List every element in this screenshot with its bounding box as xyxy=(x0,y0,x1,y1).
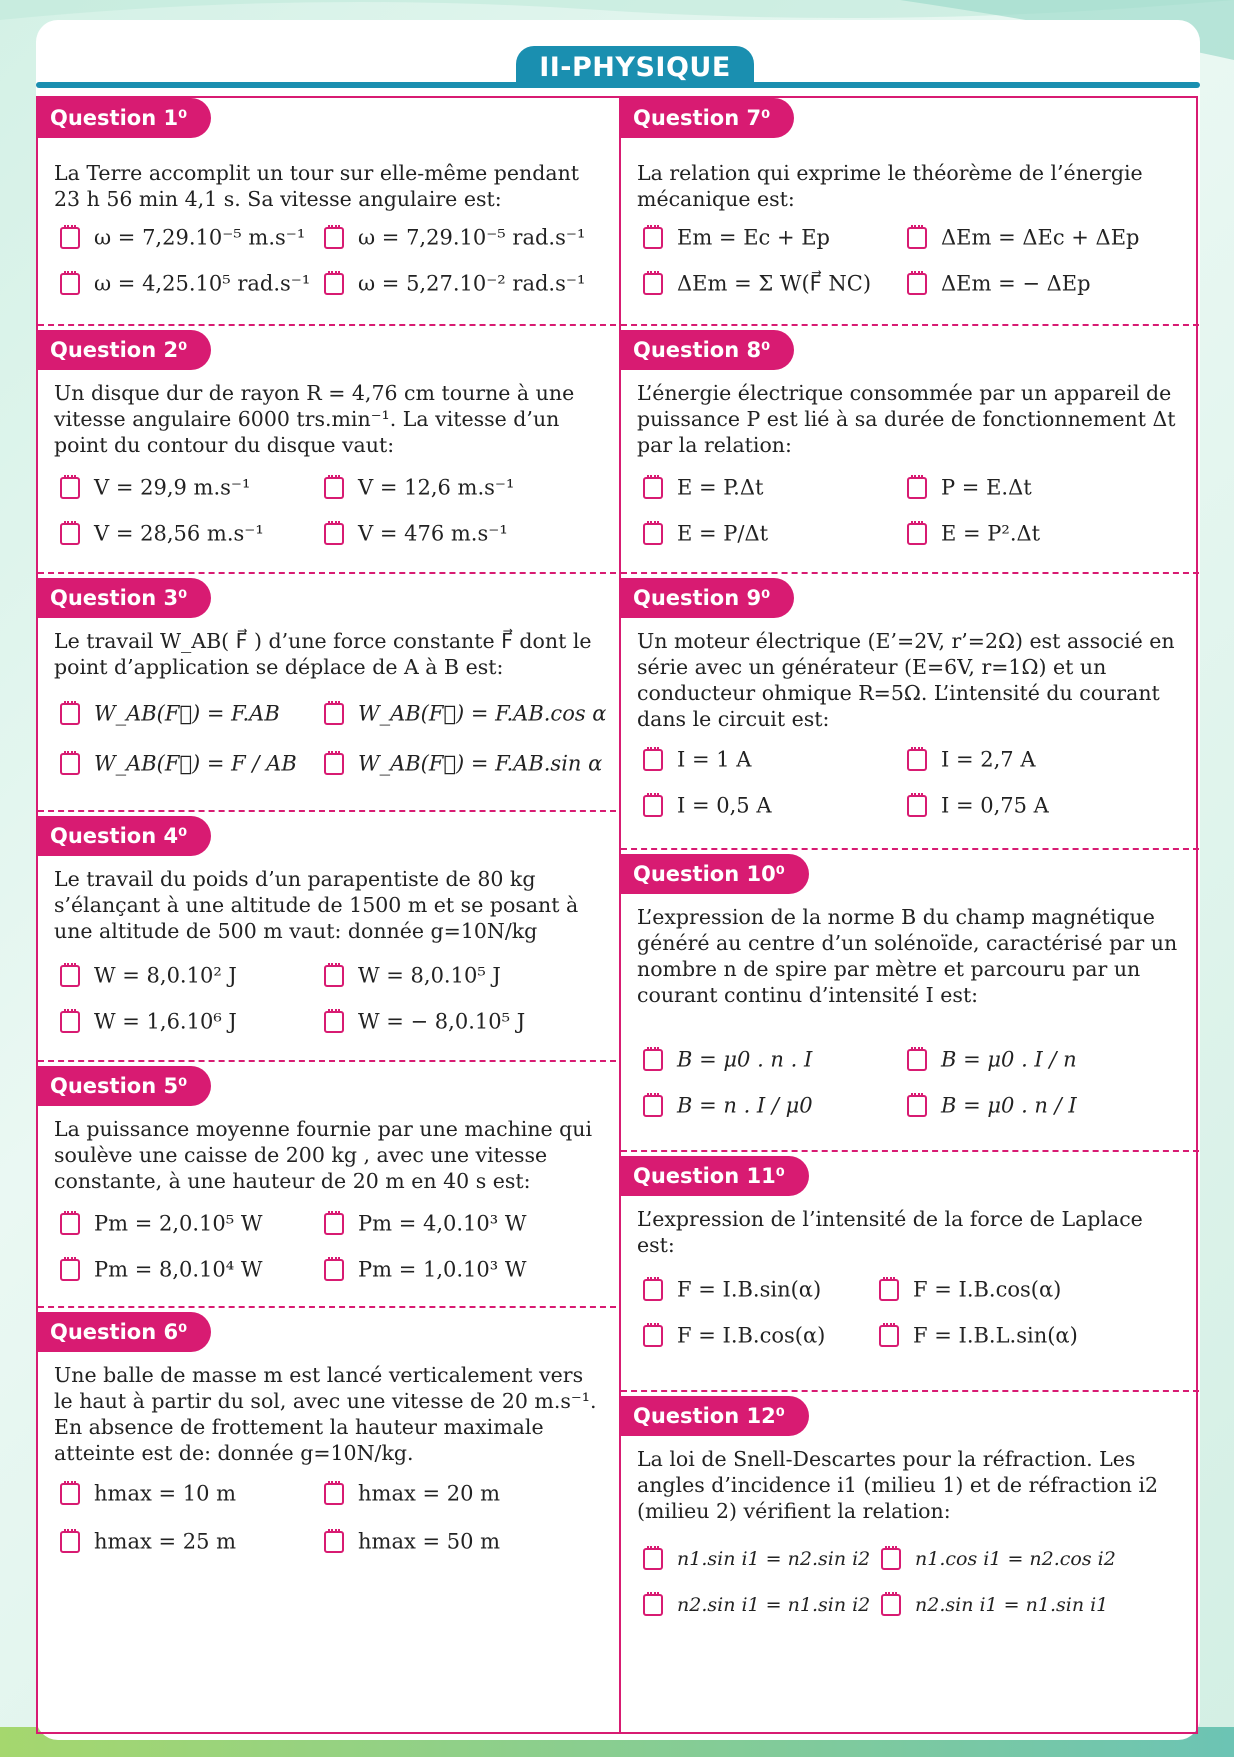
checkbox[interactable] xyxy=(643,1279,663,1301)
separator xyxy=(621,324,1199,326)
question-text: Le travail W_AB( F⃗ ) d’une force constante F⃗ dont le point d’application se déplace de A à B est: xyxy=(54,629,592,679)
checkbox[interactable] xyxy=(643,273,663,295)
checkbox[interactable] xyxy=(60,1259,80,1281)
checkbox[interactable] xyxy=(324,477,344,499)
option-a[interactable]: n1.sin i1 = n2.sin i2 xyxy=(643,1544,870,1573)
question-text: L’expression de la norme B du champ magnétique généré au centre d’un solénoïde, caractérisé par un nombre n de spire par mètre et parcouru par un courant continu d’intensité I est: xyxy=(637,905,1178,1007)
option-a[interactable]: V = 29,9 m.s⁻¹ xyxy=(60,472,250,502)
question-12 xyxy=(621,1390,1199,1734)
option-b[interactable]: B = μ0 . I / n xyxy=(907,1044,1077,1074)
checkbox[interactable] xyxy=(907,749,927,771)
option-b[interactable]: F = I.B.cos(α) xyxy=(879,1274,1061,1304)
checkbox[interactable] xyxy=(879,1325,899,1347)
question-5 xyxy=(38,1060,616,1306)
separator xyxy=(38,324,616,326)
option-b[interactable]: W = 8,0.10⁵ J xyxy=(324,960,501,990)
checkbox[interactable] xyxy=(881,1594,901,1616)
checkbox[interactable] xyxy=(643,1325,663,1347)
question-label: Question 5⁰ xyxy=(38,1066,211,1106)
separator xyxy=(621,572,1199,574)
question-10 xyxy=(621,848,1199,1150)
checkbox[interactable] xyxy=(643,1548,663,1570)
checkbox[interactable] xyxy=(907,1095,927,1117)
option-d[interactable]: ω = 5,27.10⁻² rad.s⁻¹ xyxy=(324,268,585,298)
option-b[interactable]: Pm = 4,0.10³ W xyxy=(324,1208,526,1238)
checkbox[interactable] xyxy=(643,1594,663,1616)
checkbox[interactable] xyxy=(60,1483,80,1505)
question-label: Question 12⁰ xyxy=(621,1396,809,1436)
question-label: Question 2⁰ xyxy=(38,330,211,370)
option-d[interactable]: I = 0,75 A xyxy=(907,790,1049,820)
question-label: Question 1⁰ xyxy=(38,98,211,138)
question-text: Une balle de masse m est lancé verticalement vers le haut à partir du sol, avec une vitesse de 20 m.s⁻¹. En absence de frottement la hauteur maximale atteinte est de: donnée g=10N/kg. xyxy=(54,1363,597,1465)
option-c[interactable]: W = 1,6.10⁶ J xyxy=(60,1006,237,1036)
separator xyxy=(621,848,1199,850)
option-c[interactable]: n2.sin i1 = n1.sin i2 xyxy=(643,1590,870,1619)
checkbox[interactable] xyxy=(881,1548,901,1570)
option-c[interactable]: ΔEm = Σ W(F⃗ NC) xyxy=(643,268,871,298)
option-a[interactable]: Em = Ec + Ep xyxy=(643,222,830,252)
option-d[interactable]: W_AB(F⃗) = F.AB.sin α xyxy=(324,748,602,778)
question-text: Un moteur électrique (E’=2V, r’=2Ω) est associé en série avec un générateur (E=6V, r=1Ω) et un conducteur ohmique R=5Ω. L’intensité du courant dans le circuit est: xyxy=(637,629,1175,731)
checkbox[interactable] xyxy=(643,795,663,817)
option-b[interactable]: P = E.Δt xyxy=(907,472,1032,502)
question-label: Question 6⁰ xyxy=(38,1312,211,1352)
checkbox[interactable] xyxy=(324,273,344,295)
checkbox[interactable] xyxy=(907,477,927,499)
checkbox[interactable] xyxy=(643,1095,663,1117)
checkbox[interactable] xyxy=(324,753,344,775)
checkbox[interactable] xyxy=(907,1049,927,1071)
question-text: La relation qui exprime le théorème de l’énergie mécanique est: xyxy=(637,161,1143,211)
checkbox[interactable] xyxy=(643,749,663,771)
option-d[interactable]: V = 476 m.s⁻¹ xyxy=(324,518,508,548)
exam-page xyxy=(36,20,1200,1740)
checkbox[interactable] xyxy=(324,523,344,545)
checkbox[interactable] xyxy=(643,1049,663,1071)
option-d[interactable]: F = I.B.L.sin(α) xyxy=(879,1320,1078,1350)
question-1 xyxy=(38,98,616,324)
option-b[interactable]: hmax = 20 m xyxy=(324,1478,500,1508)
option-a[interactable]: Pm = 2,0.10⁵ W xyxy=(60,1208,262,1238)
question-7 xyxy=(621,98,1199,324)
checkbox[interactable] xyxy=(879,1279,899,1301)
separator xyxy=(38,572,616,574)
checkbox[interactable] xyxy=(643,227,663,249)
option-a[interactable]: I = 1 A xyxy=(643,744,751,774)
option-d[interactable]: hmax = 50 m xyxy=(324,1526,500,1556)
question-text: La Terre accomplit un tour sur elle-même pendant 23 h 56 min 4,1 s. Sa vitesse angulaire est: xyxy=(54,161,580,211)
option-a[interactable]: B = μ0 . n . I xyxy=(643,1044,812,1074)
option-b[interactable]: ω = 7,29.10⁻⁵ rad.s⁻¹ xyxy=(324,222,585,252)
option-a[interactable]: W_AB(F⃗) = F.AB xyxy=(60,698,280,728)
checkbox[interactable] xyxy=(907,523,927,545)
separator xyxy=(38,1306,616,1308)
question-label: Question 4⁰ xyxy=(38,816,211,856)
question-text: L’expression de l’intensité de la force de Laplace est: xyxy=(637,1207,1143,1257)
question-label: Question 11⁰ xyxy=(621,1156,809,1196)
checkbox[interactable] xyxy=(907,227,927,249)
question-text: Un disque dur de rayon R = 4,76 cm tourne à une vitesse angulaire 6000 trs.min⁻¹. La vitesse d’un point du contour du disque vaut: xyxy=(54,381,575,457)
checkbox[interactable] xyxy=(60,753,80,775)
question-label: Question 10⁰ xyxy=(621,854,809,894)
option-b[interactable]: W_AB(F⃗) = F.AB.cos α xyxy=(324,698,606,728)
question-label: Question 7⁰ xyxy=(621,98,794,138)
separator xyxy=(38,810,616,812)
checkbox[interactable] xyxy=(60,523,80,545)
option-a[interactable]: W = 8,0.10² J xyxy=(60,960,237,990)
separator xyxy=(38,1060,616,1062)
checkbox[interactable] xyxy=(324,227,344,249)
question-text: La puissance moyenne fournie par une machine qui soulève une caisse de 200 kg , avec une vitesse constante, à une hauteur de 20 m en 40 s est: xyxy=(54,1117,593,1193)
option-d[interactable]: E = P².Δt xyxy=(907,518,1040,548)
checkbox[interactable] xyxy=(60,1531,80,1553)
checkbox[interactable] xyxy=(907,795,927,817)
question-6 xyxy=(38,1306,616,1734)
option-d[interactable]: W = − 8,0.10⁵ J xyxy=(324,1006,525,1036)
question-11 xyxy=(621,1150,1199,1390)
question-9 xyxy=(621,572,1199,848)
checkbox[interactable] xyxy=(907,273,927,295)
question-2 xyxy=(38,324,616,572)
question-4 xyxy=(38,810,616,1060)
option-c[interactable]: B = n . I / μ0 xyxy=(643,1090,813,1120)
option-b[interactable]: ΔEm = ΔEc + ΔEp xyxy=(907,222,1140,252)
checkbox[interactable] xyxy=(324,1483,344,1505)
option-d[interactable]: B = μ0 . n / I xyxy=(907,1090,1077,1120)
checkbox[interactable] xyxy=(60,227,80,249)
option-a[interactable]: hmax = 10 m xyxy=(60,1478,236,1508)
checkbox[interactable] xyxy=(60,703,80,725)
option-c[interactable]: W_AB(F⃗) = F / AB xyxy=(60,748,297,778)
option-c[interactable]: hmax = 25 m xyxy=(60,1526,236,1556)
option-c[interactable]: I = 0,5 A xyxy=(643,790,771,820)
option-c[interactable]: ω = 4,25.10⁵ rad.s⁻¹ xyxy=(60,268,310,298)
option-a[interactable]: E = P.Δt xyxy=(643,472,763,502)
option-c[interactable]: V = 28,56 m.s⁻¹ xyxy=(60,518,264,548)
checkbox[interactable] xyxy=(324,1531,344,1553)
page-title: II-PHYSIQUE xyxy=(516,46,754,88)
checkbox[interactable] xyxy=(324,1259,344,1281)
checkbox[interactable] xyxy=(60,273,80,295)
checkbox[interactable] xyxy=(324,965,344,987)
checkbox[interactable] xyxy=(60,1213,80,1235)
checkbox[interactable] xyxy=(60,965,80,987)
separator xyxy=(621,1150,1199,1152)
question-text: L’énergie électrique consommée par un appareil de puissance P est lié à sa durée de fonctionnement Δt par la relation: xyxy=(637,381,1176,457)
option-c[interactable]: E = P/Δt xyxy=(643,518,768,548)
question-text: La loi de Snell-Descartes pour la réfraction. Les angles d’incidence i1 (milieu 1) et de réfraction i2 (milieu 2) vérifient la relation: xyxy=(637,1447,1159,1523)
question-3 xyxy=(38,572,616,810)
option-b[interactable]: n1.cos i1 = n2.cos i2 xyxy=(881,1544,1116,1573)
checkbox[interactable] xyxy=(324,1011,344,1033)
option-a[interactable]: F = I.B.sin(α) xyxy=(643,1274,821,1304)
separator xyxy=(621,1390,1199,1392)
option-b[interactable]: V = 12,6 m.s⁻¹ xyxy=(324,472,514,502)
option-c[interactable]: Pm = 8,0.10⁴ W xyxy=(60,1254,262,1284)
option-d[interactable]: Pm = 1,0.10³ W xyxy=(324,1254,526,1284)
checkbox[interactable] xyxy=(324,1213,344,1235)
option-a[interactable]: ω = 7,29.10⁻⁵ m.s⁻¹ xyxy=(60,222,305,252)
question-label: Question 3⁰ xyxy=(38,578,211,618)
checkbox[interactable] xyxy=(643,477,663,499)
option-d[interactable]: ΔEm = − ΔEp xyxy=(907,268,1091,298)
option-b[interactable]: I = 2,7 A xyxy=(907,744,1035,774)
option-c[interactable]: F = I.B.cos(α) xyxy=(643,1320,825,1350)
question-text: Le travail du poids d’un parapentiste de 80 kg s’élançant à une altitude de 1500 m et se posant à une altitude de 500 m vaut: donnée g=10N/kg xyxy=(54,867,579,943)
checkbox[interactable] xyxy=(643,523,663,545)
questions-frame xyxy=(36,96,1198,1734)
checkbox[interactable] xyxy=(60,477,80,499)
question-label: Question 8⁰ xyxy=(621,330,794,370)
question-8 xyxy=(621,324,1199,572)
question-label: Question 9⁰ xyxy=(621,578,794,618)
checkbox[interactable] xyxy=(60,1011,80,1033)
checkbox[interactable] xyxy=(324,703,344,725)
option-d[interactable]: n2.sin i1 = n1.sin i1 xyxy=(881,1590,1108,1619)
